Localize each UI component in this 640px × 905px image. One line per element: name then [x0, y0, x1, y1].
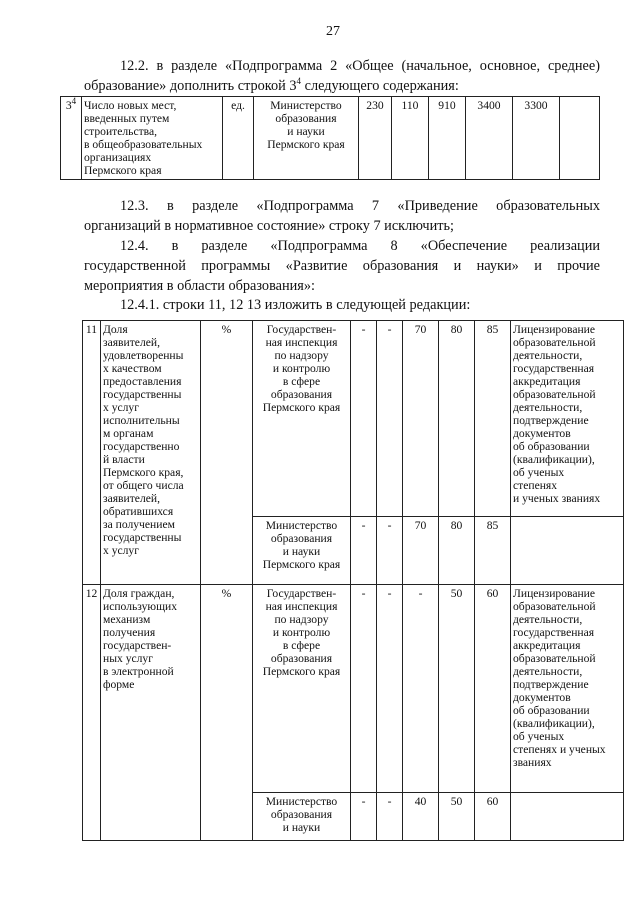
note-cell: Лицензирование образовательной деятельности, государственная аккредитация образовательной деятельности, подтверждение документов об образовании (квалификации), об ученых степенях и ученых званиях	[511, 321, 624, 517]
indicator-name: Доля заявителей, удовлетворенны х качеством предоставления государственны х услуг исполнительны м органам государственно й власти Пермского края, от общего числа заявителей, обратившихся за получением государственны х услуг	[101, 321, 201, 585]
empty-cell	[560, 97, 600, 180]
indicator-name: Число новых мест, введенных путем строительства, в общеобразовательных организациях Пермского края	[82, 97, 223, 180]
superscript: 4	[296, 76, 302, 87]
table-row-3-4	[60, 96, 600, 180]
value-cell: 110	[392, 97, 429, 180]
paragraph-12-4: 12.4. в разделе «Подпрограмма 8 «Обеспечение реализации государственной программы «Развитие образования и науки» и прочие мероприятия в области образования»:	[84, 238, 600, 294]
value-cell: 40	[403, 793, 439, 841]
row-number: 11	[83, 321, 101, 585]
value-cell: 85	[475, 321, 511, 517]
value-cell: 3300	[513, 97, 560, 180]
value-cell: 910	[429, 97, 466, 180]
paragraph-12-2-text: 12.2. в разделе «Подпрограмма 2 «Общее (начальное, основное, среднее) образование» дополнить строкой $3^4$ следующего содержания:	[84, 58, 600, 94]
value-cell: -	[351, 793, 377, 841]
row-number: 12	[83, 585, 101, 841]
indicator-name: Доля граждан, использующих механизм получения государствен- ных услуг в электронной форме	[101, 585, 201, 841]
unit: %	[201, 321, 253, 585]
value-cell: -	[351, 517, 377, 585]
value-cell: -	[377, 793, 403, 841]
value-cell: -	[403, 585, 439, 793]
unit: %	[201, 585, 253, 841]
organization: Министерство образования и науки Пермского края	[253, 517, 351, 585]
note-cell: Лицензирование образовательной деятельности, государственная аккредитация образовательной деятельности, подтверждение документов об образовании (квалификации), об ученых степенях и ученых званиях	[511, 585, 624, 793]
value-cell: -	[377, 517, 403, 585]
row-number: $3^4$	[61, 97, 82, 180]
table-rows-11-12	[82, 320, 624, 841]
organization: Государствен- ная инспекция по надзору и контролю в сфере образования Пермского края	[253, 585, 351, 793]
value-cell: -	[377, 585, 403, 793]
paragraph-12-2	[84, 56, 600, 96]
page-number: 27	[326, 24, 340, 39]
unit: ед.	[223, 97, 254, 180]
organization: Министерство образования и науки	[253, 793, 351, 841]
value-cell: 70	[403, 321, 439, 517]
value-cell: 50	[439, 793, 475, 841]
note-cell	[511, 517, 624, 585]
note-cell	[511, 793, 624, 841]
value-cell: 60	[475, 793, 511, 841]
value-cell: 85	[475, 517, 511, 585]
paragraph-12-3: 12.3. в разделе «Подпрограмма 7 «Приведение образовательных организаций в нормативное состояние» строку 7 исключить;	[84, 198, 600, 234]
value-cell: 230	[359, 97, 392, 180]
value-cell: 80	[439, 321, 475, 517]
value-cell: 3400	[466, 97, 513, 180]
value-cell: -	[377, 321, 403, 517]
value-cell: 70	[403, 517, 439, 585]
paragraph-12-4-1: 12.4.1. строки 11, 12 13 изложить в следующей редакции:	[120, 297, 471, 313]
table-row	[83, 585, 624, 793]
value-cell: -	[351, 585, 377, 793]
value-cell: 50	[439, 585, 475, 793]
organization: Государствен- ная инспекция по надзору и контролю в сфере образования Пермского края	[253, 321, 351, 517]
table-row	[83, 321, 624, 517]
value-cell: 80	[439, 517, 475, 585]
organization: Министерство образования и науки Пермского края	[254, 97, 359, 180]
value-cell: 60	[475, 585, 511, 793]
value-cell: -	[351, 321, 377, 517]
